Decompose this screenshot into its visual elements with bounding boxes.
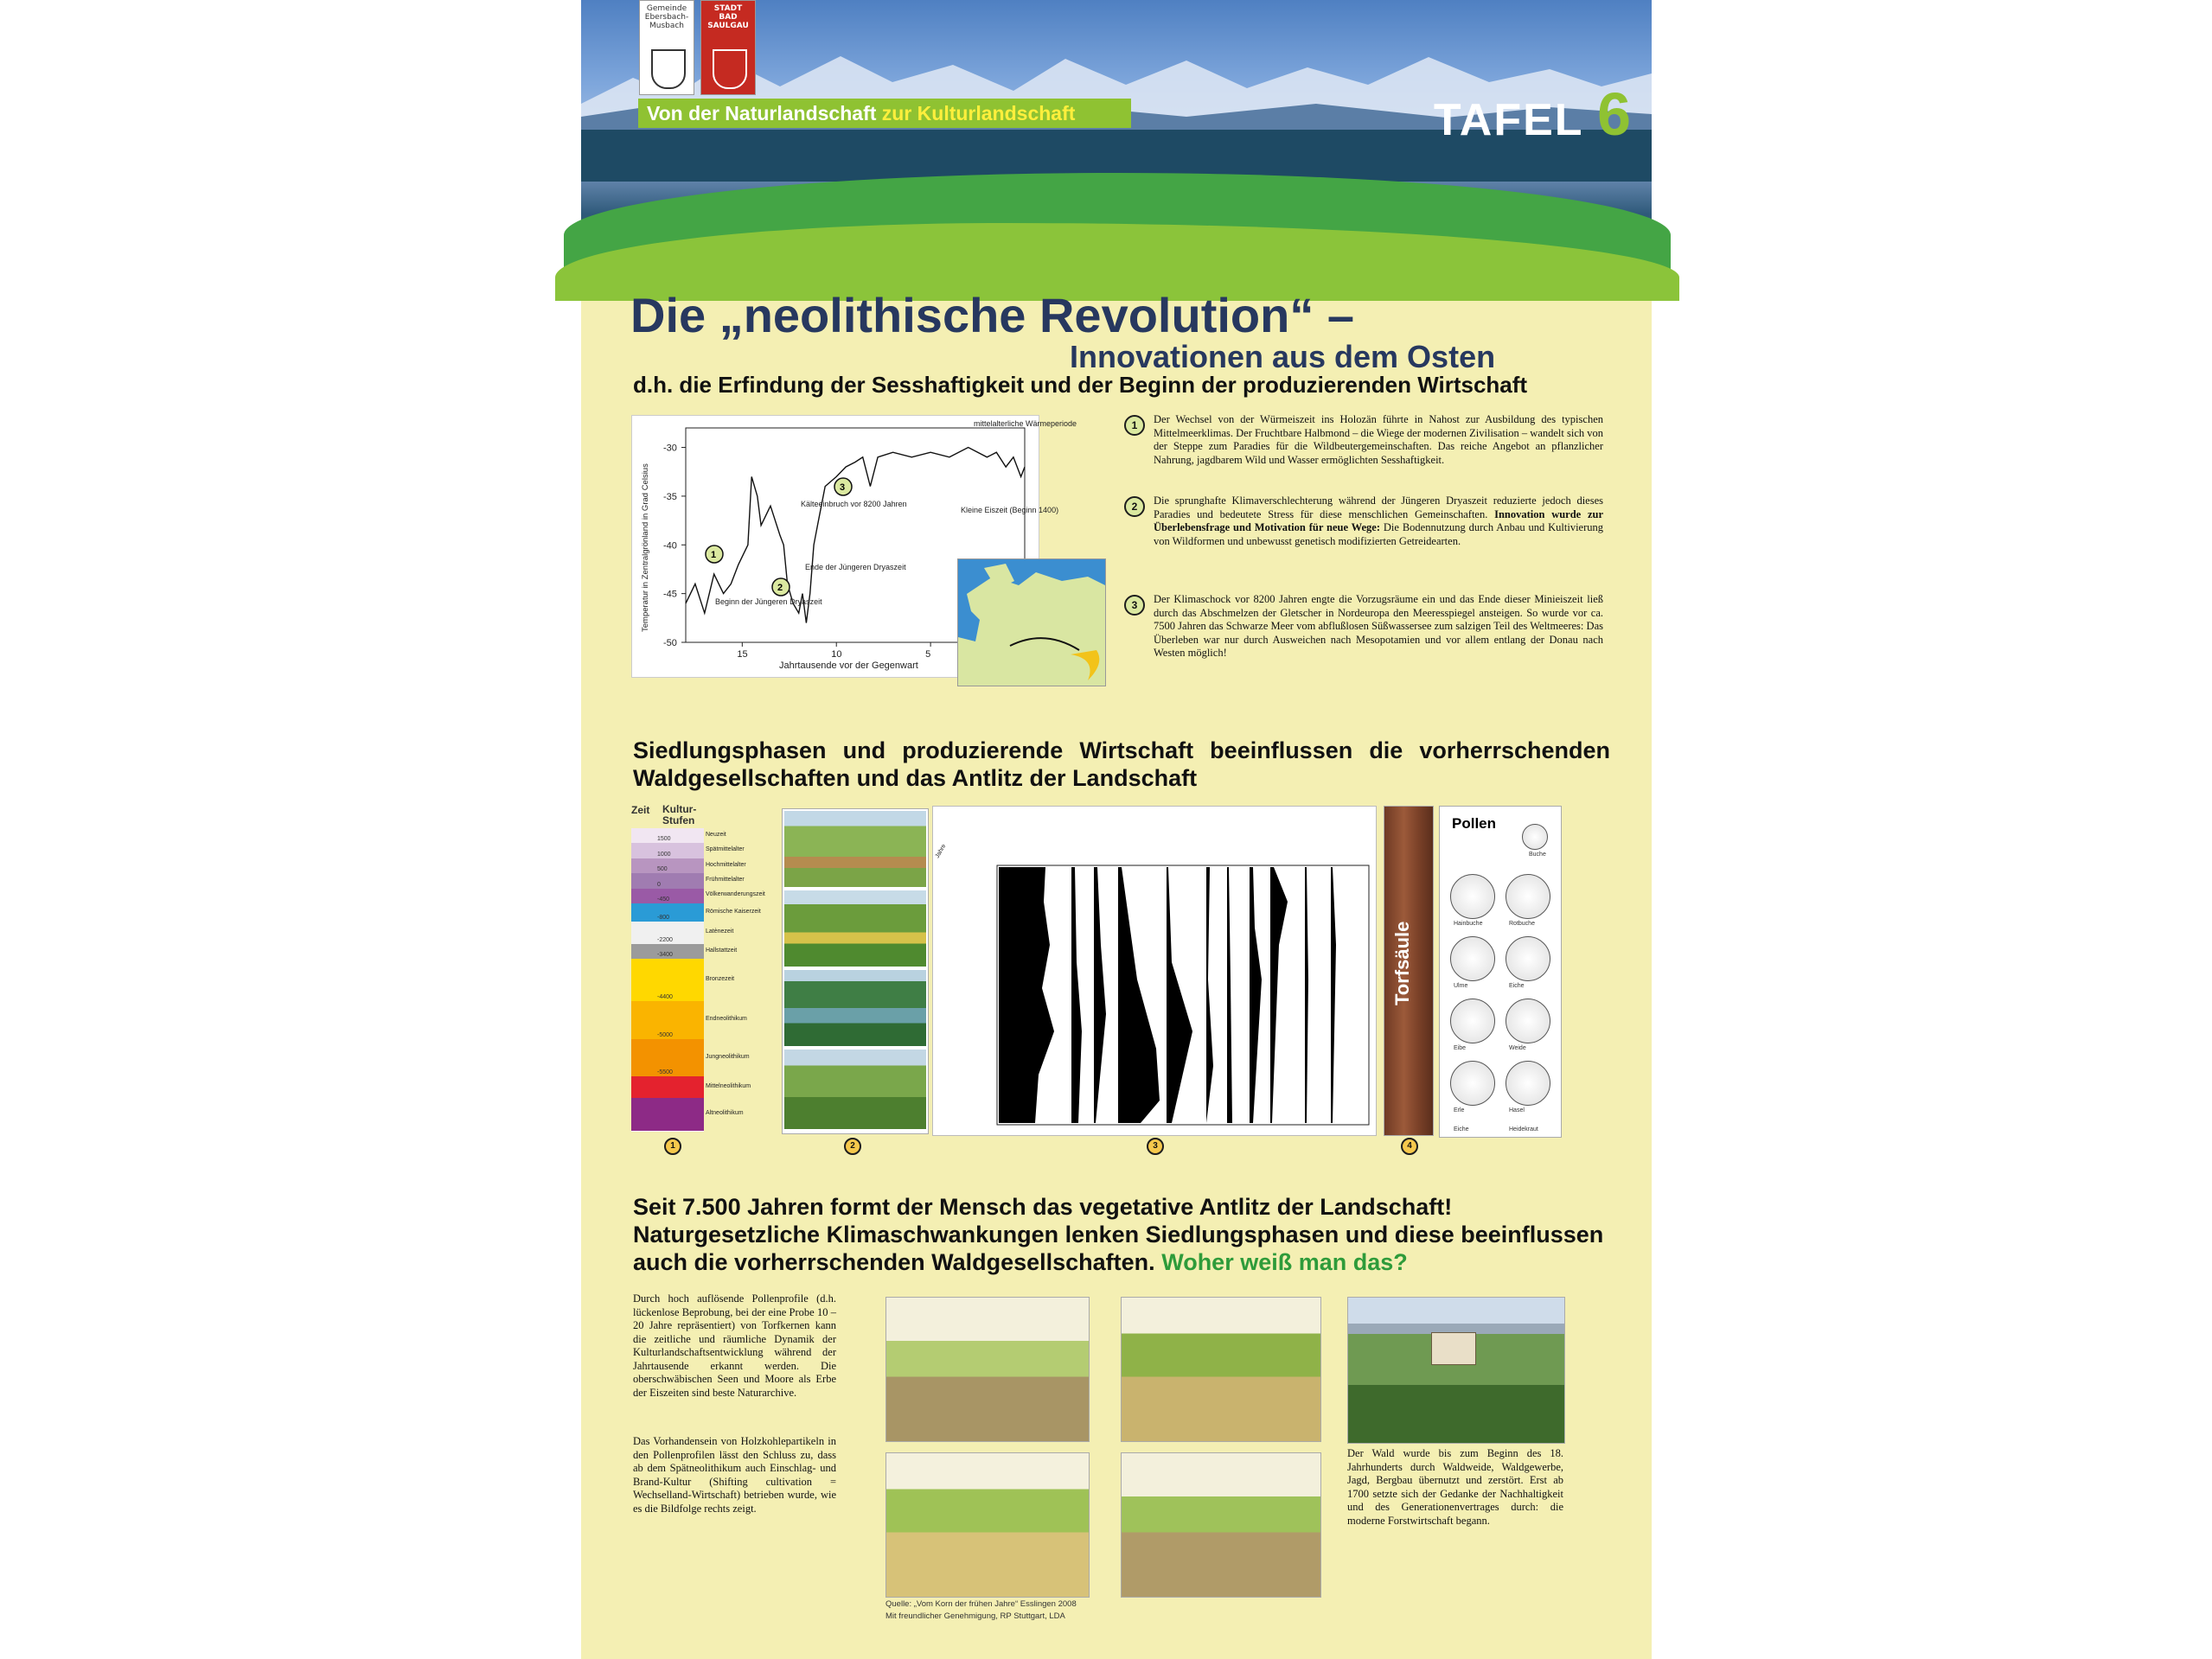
timeline-period-label: Römische Kaiserzeit	[706, 908, 761, 915]
timeline-period-label: Frühmittelalter	[706, 876, 745, 883]
timeline-period-label: Völkerwanderungszeit	[706, 891, 765, 898]
x-axis-label: Jahrtausende vor der Gegenwart	[779, 660, 918, 671]
marker-2: 2	[1124, 496, 1145, 517]
timeline-period-bar	[631, 1098, 704, 1132]
x-ticks	[737, 642, 930, 660]
timeline-period-label: Neuzeit	[706, 831, 726, 838]
band-text-1: Von der Naturlandschaft	[647, 102, 882, 124]
logo-bad-saulgau	[700, 0, 756, 95]
pollen-name: Weide	[1509, 1045, 1526, 1051]
pollen-name: Ulme	[1454, 983, 1468, 989]
timeline-year-mark: -5000	[657, 1031, 673, 1038]
pollen-grid	[1440, 807, 1561, 1137]
svg-text:Jahre: Jahre	[934, 843, 948, 859]
timeline-year-mark: 500	[657, 866, 668, 873]
timeline-labels	[706, 828, 766, 1131]
pollen-panel	[1439, 806, 1562, 1138]
annot-medieval: mittelalterliche Wärmeperiode	[974, 419, 1077, 428]
y-tick-label: -30	[663, 443, 677, 454]
pollen-grain-icon	[1450, 999, 1495, 1043]
paragraph-3: Der Klimaschock vor 8200 Jahren engte die Vorzugsräume ein und das Ende dieser Minieiszeit ließ durch das Abschmelzen der Gletscher in Nordeuropa den Meeresspiegel ansteigen. So wurde vor ca. 7500 Jahren das Schwarze Meer vom abflußlosen Süßwassersee zum salzigen Teil des Weltmeeres: Das Überleben war nur durch Ausweichen nach Mesopotamien und vor allem entlang der Donau nach Westen möglich!	[1154, 593, 1603, 659]
timeline-period-bar	[631, 873, 704, 889]
annot-8200: Kälteeinbruch vor 8200 Jahren	[801, 500, 907, 508]
timeline-period-label: Jungneolithikum	[706, 1053, 750, 1060]
timeline-year-mark: -5500	[657, 1069, 673, 1076]
svg-text:2: 2	[777, 583, 783, 593]
pollen-diagram	[932, 806, 1377, 1136]
landscape-image-4	[784, 1050, 926, 1129]
pollen-diagram-svg	[933, 807, 1376, 1135]
svg-text:1: 1	[711, 550, 717, 560]
paragraph-2-bold: Innovation wurde zur Überlebensfrage und Motivation für neue Wege:	[1154, 507, 1604, 533]
timeline-bars	[631, 828, 704, 1131]
x-tick-label: 10	[831, 649, 842, 660]
annot-end-dryas: Ende der Jüngeren Dryaszeit	[805, 563, 906, 571]
band-text-2: zur Kulturlandschaft	[881, 102, 1076, 124]
section3-h1: Seit 7.500 Jahren formt der Mensch das vegetative Antlitz der Landschaft!	[633, 1194, 1453, 1220]
section3-left-p2b: lässt den Schluss zu, dass ab dem Spätneolithikum auch Einschlag- und Brand-Kultur (Shifting cultivation = Wechselland-Wirtschaft) betrieben wurde, wie es die Bildfolge rechts zeigt.	[633, 1448, 836, 1515]
illustration-1	[885, 1297, 1090, 1442]
logo-saulgau-text: STADT BAD SAULGAU	[707, 4, 749, 30]
timeline-year-mark: 1500	[657, 836, 671, 843]
x-tick-label: 15	[737, 649, 748, 660]
pollen-name: Erle	[1454, 1107, 1465, 1113]
illustration-3	[885, 1452, 1090, 1598]
page-tagline: d.h. die Erfindung der Sesshaftigkeit und der Beginn der produzierenden Wirtschaft	[633, 372, 1528, 398]
timeline-year-mark: -4400	[657, 994, 673, 1001]
timeline-period-label: Mittelneolithikum	[706, 1082, 751, 1089]
timeline-period-label: Bronzezeit	[706, 975, 735, 982]
landscape-image-2	[784, 890, 926, 967]
chart-marker-2	[772, 578, 790, 596]
pollen-name: Rotbuche	[1509, 921, 1535, 927]
torf-label: Torfsäule	[1391, 921, 1413, 1005]
section3-left-text-1	[633, 1292, 836, 1400]
timeline-year-mark: -800	[657, 914, 670, 921]
caption-permission: Mit freundlicher Genehmigung, RP Stuttgart, LDA	[885, 1611, 1065, 1621]
pollen-grain-icon	[1450, 1061, 1495, 1106]
timeline-year-mark: -3400	[657, 952, 673, 959]
tafel-number: 6	[1597, 80, 1633, 148]
pollen-grain-icon	[1506, 874, 1550, 919]
timeline-period-label: Hallstattzeit	[706, 947, 738, 954]
chart-marker-3	[834, 478, 852, 495]
section2-heading: Siedlungsphasen und produzierende Wirtschaft beeinflussen die vorherrschenden Waldgesellschaften und das Antlitz der Landschaft	[633, 737, 1610, 791]
timeline-period-label: Endneolithikum	[706, 1016, 747, 1022]
pollen-grain-icon	[1506, 999, 1550, 1043]
timeline-year-mark: -2200	[657, 937, 673, 944]
paragraph-2-text: Die sprunghafte Klimaverschlechterung während der Jüngeren Dryaszeit reduzierte jedoch dieses Paradies und bedeutete Stress für diese menschlichen Gemeinschaften.	[1154, 495, 1603, 520]
pollen-grain-icon	[1450, 874, 1495, 919]
pollen-name: Hainbuche	[1454, 921, 1483, 927]
section3-left-text-2	[633, 1435, 836, 1515]
section3-left-p1b: kann die zeitliche und räumliche Dynamik der Kulturlandschaftsentwicklung während der Jahrtausende erkannt werden. Die oberschwäbischen Seen und Moore als Erbe der Eiszeiten sind beste Naturarchive.	[633, 1319, 836, 1399]
chart-marker-1	[706, 546, 723, 563]
pollen-grain-icon	[1506, 936, 1550, 981]
timeline-header-time: Zeit	[631, 804, 650, 816]
pollen-name: Heidekraut	[1509, 1126, 1538, 1133]
pollen-grain-icon	[1522, 824, 1548, 850]
timeline-year-mark: 0	[657, 881, 661, 888]
section3-right-text: Der Wald wurde bis zum Beginn des 18. Jahrhunderts durch Waldweide, Waldgewerbe, Jagd, Bergbau übernutzt und zerstört. Erst ab 1700 setzte sich der Gedanke der Nachhaltigkeit und des Generationenvertrages durch: die moderne Forstwirtschaft begann.	[1347, 1447, 1563, 1527]
y-axis-label: Temperatur in Zentralgrönland in Grad Celsius	[641, 463, 650, 632]
peat-column	[1384, 806, 1434, 1136]
timeline-period-bar	[631, 1076, 704, 1098]
section3-left-p2: Das Vorhandensein von Holzkohlepartikeln in den Pollenprofilen	[633, 1435, 836, 1461]
timeline-period-bar	[631, 858, 704, 874]
timeline-period-label: Latènezeit	[706, 928, 734, 935]
europe-map-svg	[958, 559, 1105, 686]
paragraph-2	[1154, 495, 1603, 548]
pollen-name: Hasel	[1509, 1107, 1525, 1113]
svg-text:3: 3	[840, 482, 846, 493]
pollen-name: Eibe	[1454, 1045, 1467, 1051]
pollen-title: Pollen	[1452, 815, 1497, 832]
section3-left-p1: Durch hoch auflösende Pollenprofile (d.h. lückenlose Beprobung, bei der eine Probe 10 – 20 Jahre repräsentiert) von Torfkernen	[633, 1292, 836, 1331]
shield-icon	[651, 49, 686, 89]
pollen-grain-icon	[1506, 1061, 1550, 1106]
pollen-grain-icon	[1450, 936, 1495, 981]
section3-heading	[633, 1193, 1610, 1276]
x-tick-label: 5	[925, 649, 931, 660]
timeline-period-label: Spätmittelalter	[706, 846, 745, 853]
landscape-image-1	[784, 811, 926, 887]
tafel-text: TAFEL	[1433, 95, 1583, 145]
section2-marker-1: 1	[664, 1138, 681, 1155]
tafel-label	[1434, 80, 1633, 149]
timeline-period-label: Altneolithikum	[706, 1109, 744, 1116]
caption-source: Quelle: „Vom Korn der frühen Jahre“ Esslingen 2008	[885, 1599, 1077, 1609]
y-tick-label: -45	[663, 589, 677, 600]
paragraph-1: Der Wechsel von der Würmeiszeit ins Holozän führte in Nahost zur Ausbildung des typischen Mittelmeerklimas. Der Fruchtbare Halbmond – die Wiege der modernen Zivilisation – wandelt sich von der Steppe zum Paradies für die Wildbeutergemeinschaften. Das reiche Angebot an pflanzlicher Nahrung, jagdbarem Wild und Wasser ermöglichten Sesshaftigkeit.	[1154, 413, 1603, 466]
section2-marker-4: 4	[1401, 1138, 1418, 1155]
pollen-name: Eiche	[1509, 983, 1525, 989]
timeline-panel	[631, 803, 765, 1133]
logo-ebersbach	[639, 0, 694, 95]
pollen-name: Eiche	[1454, 1126, 1469, 1133]
shield-icon	[713, 49, 747, 89]
marker-3: 3	[1124, 595, 1145, 616]
pollen-name: Buche	[1529, 852, 1546, 858]
timeline-header-culture: Kultur-Stufen	[662, 803, 697, 826]
section3-h2: Naturgesetzliche Klimaschwankungen lenken Siedlungsphasen	[633, 1222, 1339, 1247]
section2-marker-2: 2	[844, 1138, 861, 1155]
castle-shape	[1431, 1332, 1476, 1365]
europe-map	[957, 558, 1106, 686]
section2-marker-3: 3	[1147, 1138, 1164, 1155]
page-title: Die „neolithische Revolution“ –	[630, 288, 1355, 342]
landscape-sequence	[782, 808, 929, 1134]
subtitle-band	[638, 99, 1131, 128]
landscape-image-3	[784, 970, 926, 1046]
timeline-year-mark: -450	[657, 896, 670, 903]
castle-painting	[1347, 1297, 1565, 1444]
y-tick-label: -50	[663, 638, 677, 648]
paragraph-2-text-b: Die Bodennutzung durch Anbau und Kultivierung von Wildformen und unbewusst genetisch modifizierten Getreidearten.	[1154, 521, 1604, 547]
marker-1: 1	[1124, 415, 1145, 436]
annot-begin-dryas: Beginn der Jüngeren Dryaszeit	[715, 597, 822, 606]
illustration-4	[1121, 1452, 1321, 1598]
y-tick-label: -35	[663, 491, 677, 502]
y-ticks	[663, 443, 686, 648]
timeline-period-label: Hochmittelalter	[706, 861, 746, 868]
page-subtitle: Innovationen aus dem Osten	[1070, 339, 1496, 374]
logo-ebersbach-text: Gemeinde Ebersbach-Musbach	[644, 4, 689, 30]
illustration-2	[1121, 1297, 1321, 1442]
y-tick-label: -40	[663, 540, 677, 552]
annot-little-ice-age: Kleine Eiszeit (Beginn 1400)	[961, 506, 1059, 514]
poster	[581, 0, 1652, 1659]
section3-h3: und diese beeinflussen auch die vorherrschenden Waldgesellschaften.	[633, 1222, 1604, 1275]
timeline-year-mark: 1000	[657, 851, 671, 858]
section3-question: Woher weiß man das?	[1161, 1249, 1408, 1275]
